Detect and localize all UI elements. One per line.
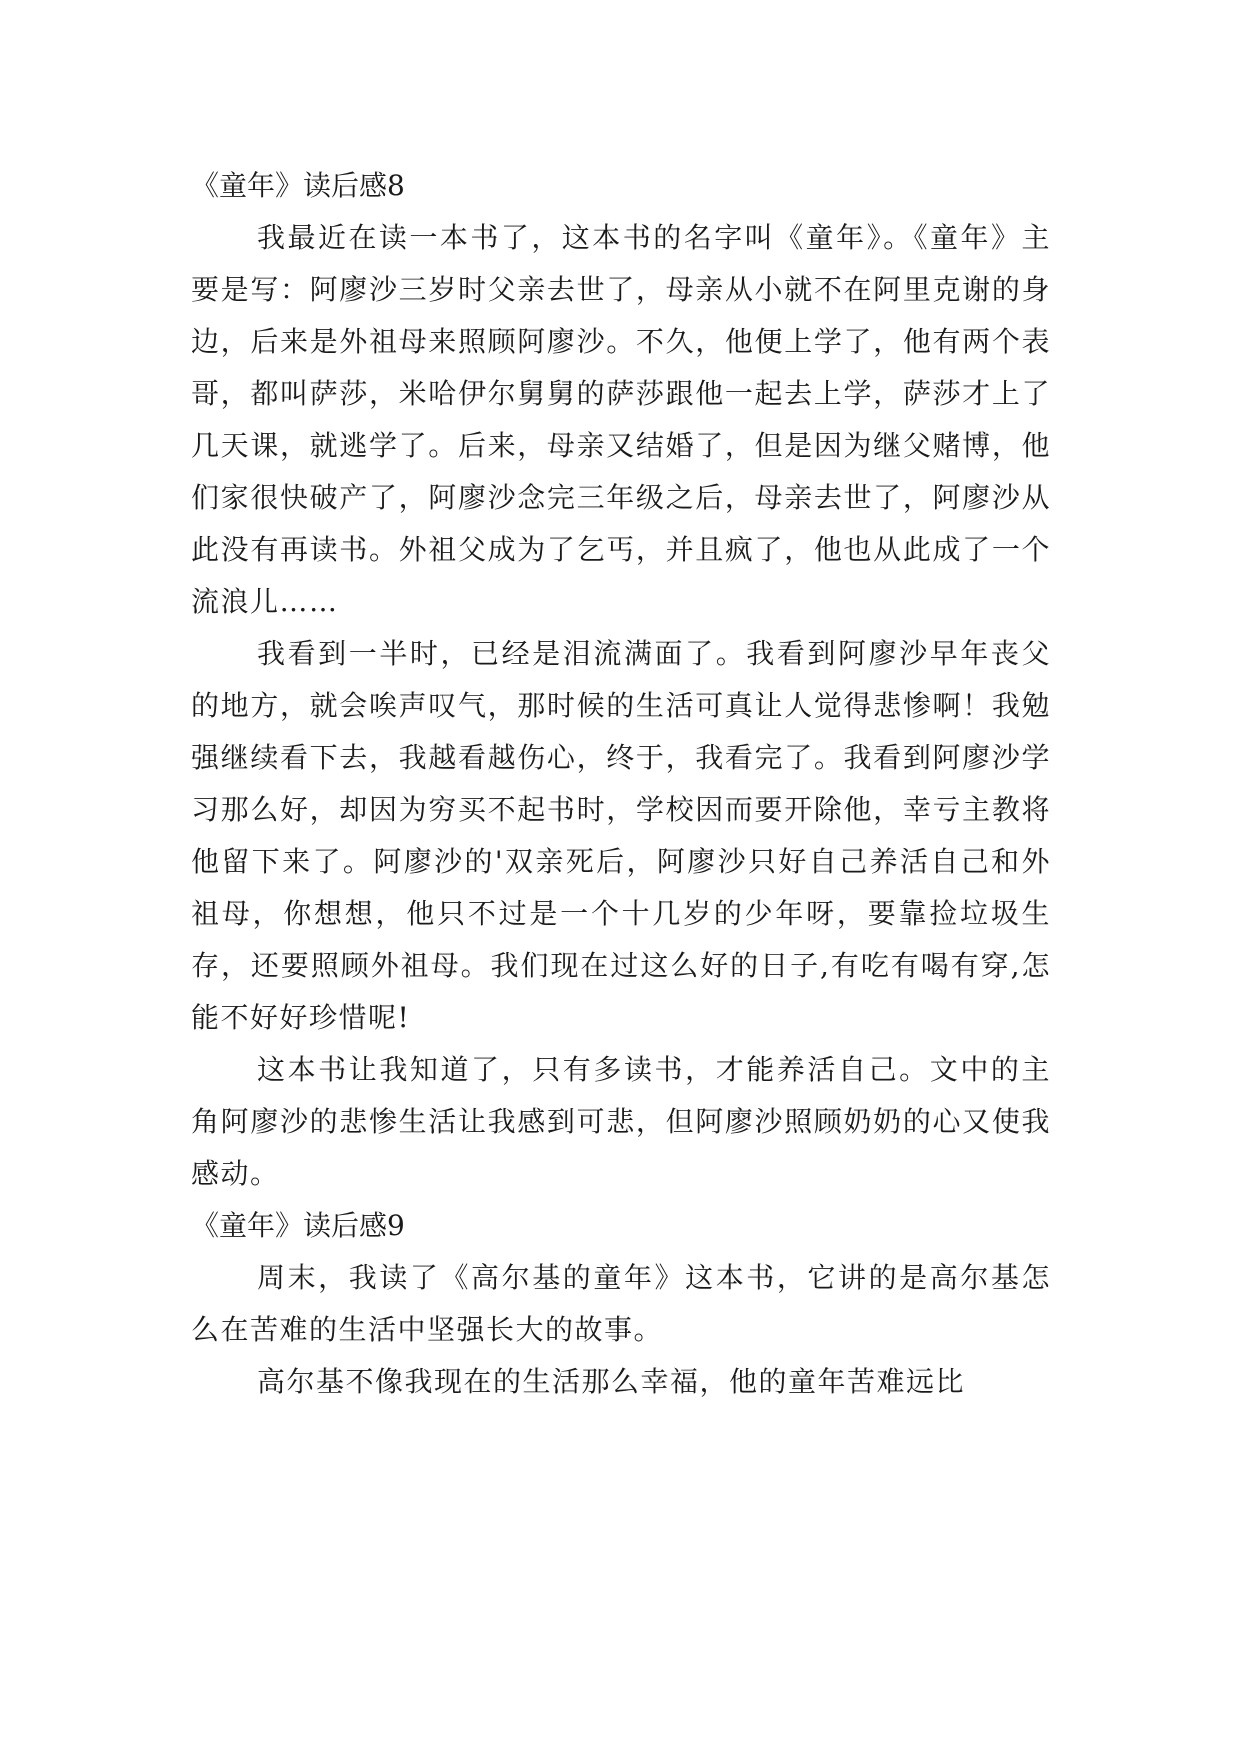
paragraph: 我最近在读一本书了，这本书的名字叫《童年》。《童年》主要是写：阿廖沙三岁时父亲去世了，母亲从小就不在阿里克谢的身边，后来是外祖母来照顾阿廖沙。不久，他便上学了，他有两个表哥，都叫萨莎，米哈伊尔舅舅的萨莎跟他一起去上学，萨莎才上了几天课，就逃学了。后来，母亲又结婚了，但是因为继父赌博，他们家很快破产了，阿廖沙念完三年级之后，母亲去世了，阿廖沙从此没有再读书。外祖父成为了乞丐，并且疯了，他也从此成了一个流浪儿…… bbox=[191, 221, 1051, 618]
paragraph: 这本书让我知道了，只有多读书，才能养活自己。文中的主角阿廖沙的悲惨生活让我感到可悲，但阿廖沙照顾奶奶的心又使我感动。 bbox=[191, 1053, 1051, 1190]
paragraph: 高尔基不像我现在的生活那么幸福，他的童年苦难远比 bbox=[257, 1365, 966, 1398]
section-title: 《童年》读后感9 bbox=[191, 1209, 405, 1242]
document-body bbox=[191, 160, 1051, 1408]
paragraph: 我看到一半时，已经是泪流满面了。我看到阿廖沙早年丧父的地方，就会唉声叹气，那时候的生活可真让人觉得悲惨啊！我勉强继续看下去，我越看越伤心，终于，我看完了。我看到阿廖沙学习那么好，却因为穷买不起书时，学校因而要开除他，幸亏主教将他留下来了。阿廖沙的'双亲死后，阿廖沙只好自己养活自己和外祖母，你想想，他只不过是一个十几岁的少年呀，要靠捡垃圾生存，还要照顾外祖母。我们现在过这么好的日子,有吃有喝有穿,怎能不好好珍惜呢! bbox=[191, 637, 1051, 1034]
section-title: 《童年》读后感8 bbox=[191, 169, 405, 202]
paragraph: 周末，我读了《高尔基的童年》这本书，它讲的是高尔基怎么在苦难的生活中坚强长大的故事。 bbox=[191, 1261, 1051, 1346]
